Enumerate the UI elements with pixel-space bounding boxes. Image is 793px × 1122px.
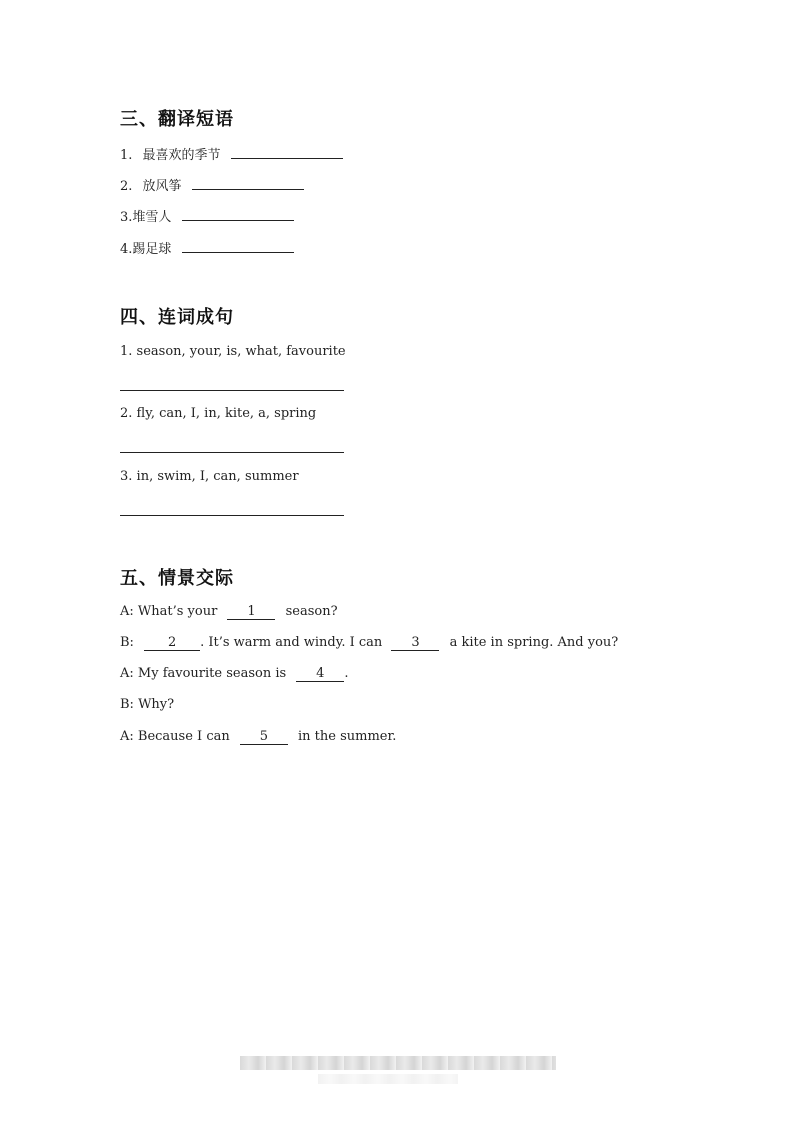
dialogue-text: season? (285, 604, 338, 619)
dialogue-line-3 (120, 666, 348, 682)
answer-line-2[interactable] (120, 452, 344, 453)
blurred-footer-watermark (240, 1056, 556, 1070)
reorder-item-1: 1. season, your, is, what, favourite (120, 344, 346, 359)
dialogue-text: B: Why? (120, 697, 175, 712)
blank-5[interactable]: 5 (240, 730, 288, 745)
answer-blank[interactable] (192, 177, 304, 190)
dialogue-text: a kite in spring. And you? (449, 635, 619, 650)
dialogue-text: B: (120, 635, 134, 650)
dialogue-text: A: What’s your (120, 604, 218, 619)
section-title-translate: 三、翻译短语 (120, 109, 234, 130)
dialogue-line-4 (120, 697, 174, 713)
answer-line-1[interactable] (120, 390, 344, 391)
dialogue-text: . It’s warm and windy. I can (200, 635, 383, 650)
dialogue-text: A: Because I can (120, 729, 230, 744)
answer-blank[interactable] (182, 208, 294, 221)
blank-3[interactable]: 3 (391, 636, 439, 651)
item-number: 1. (120, 148, 133, 163)
item-number: 4. (120, 242, 133, 257)
reorder-item-2: 2. fly, can, I, in, kite, a, spring (120, 406, 317, 421)
section-title-reorder: 四、连词成句 (120, 307, 234, 328)
dialogue-text: . (344, 666, 349, 681)
blank-1[interactable]: 1 (227, 605, 275, 620)
item-text: 最喜欢的季节 (142, 148, 221, 163)
translate-item-4 (120, 240, 294, 258)
item-text: 放风筝 (142, 179, 182, 194)
translate-item-1 (120, 146, 343, 164)
section-title-dialogue: 五、情景交际 (120, 568, 234, 589)
dialogue-line-5 (120, 729, 396, 745)
blank-4[interactable]: 4 (296, 667, 344, 682)
reorder-item-3: 3. in, swim, I, can, summer (120, 469, 299, 484)
translate-item-2 (120, 177, 304, 195)
translate-item-3 (120, 208, 294, 226)
blurred-footer-watermark-sub (318, 1074, 458, 1084)
item-text: 堆雪人 (132, 210, 172, 225)
dialogue-text: A: My favourite season is (120, 666, 287, 681)
dialogue-line-1 (120, 604, 338, 620)
answer-blank[interactable] (231, 146, 343, 159)
item-number: 3. (120, 210, 133, 225)
dialogue-text: in the summer. (298, 729, 397, 744)
blank-2[interactable]: 2 (144, 636, 200, 651)
item-text: 踢足球 (132, 242, 172, 257)
item-number: 2. (120, 179, 133, 194)
answer-blank[interactable] (182, 240, 294, 253)
dialogue-line-2 (120, 635, 618, 651)
answer-line-3[interactable] (120, 515, 344, 516)
